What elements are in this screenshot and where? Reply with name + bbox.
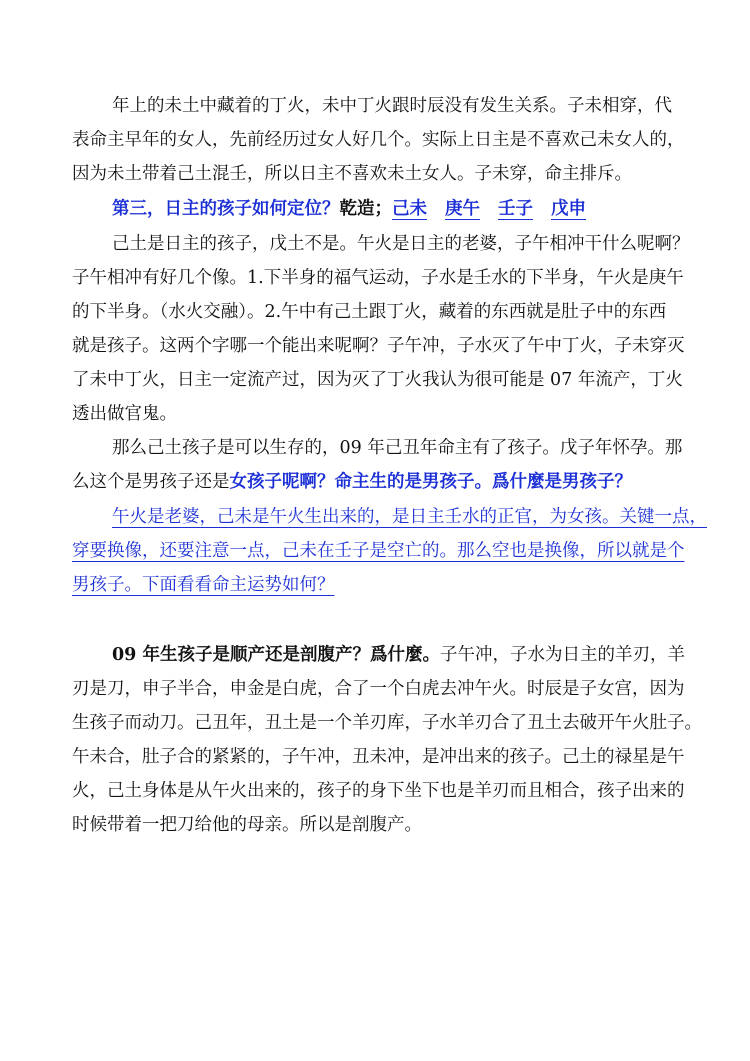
paragraph-4-line-1: 午火是老婆，己未是午火生出来的，是日主壬水的正官，为女孩。关键一点， — [112, 507, 707, 527]
pillar-day: 壬子 — [498, 199, 533, 219]
paragraph-1-line-1: 年上的未土中藏着的丁火，未中丁火跟时辰没有发生关系。子未相穿，代 — [112, 96, 672, 116]
paragraph-3-line-1: 那么己土孩子是可以生存的，09 年己丑年命主有了孩子。戊子年怀孕。那 — [112, 438, 683, 458]
paragraph-2-line-6: 透出做官鬼。 — [72, 404, 177, 424]
paragraph-3-line-2 — [72, 470, 632, 494]
paragraph-3-bold-question: 女孩子呢啊？命主生的是男孩子。爲什麼是男孩子？ — [229, 472, 632, 492]
paragraph-5-line-4: 午未合，肚子合的紧紧的，子午冲，丑未冲，是冲出来的孩子。己土的禄星是午 — [72, 747, 685, 767]
section-heading — [112, 197, 586, 221]
paragraph-5-line-3: 生孩子而动刀。己丑年，丑土是一个羊刃库，子水羊刃合了丑土去破开午火肚子。 — [72, 713, 702, 733]
paragraph-1-line-3: 因为未土带着己土混壬，所以日主不喜欢未土女人。子未穿，命主排斥。 — [72, 164, 632, 184]
bazi-pillars — [392, 199, 586, 219]
paragraph-5-line-1-rest: 子午冲，子水为日主的羊刃，羊 — [439, 645, 685, 665]
heading-title: 第三，日主的孩子如何定位？ — [112, 199, 340, 219]
paragraph-2-line-2: 子午相冲有好几个像。1.下半身的福气运动，子水是壬水的下半身，午火是庚午 — [72, 268, 684, 288]
paragraph-5-line-5: 火，己土身体是从午火出来的，孩子的身下坐下也是羊刃而且相合，孩子出来的 — [72, 781, 685, 801]
pillar-month: 庚午 — [445, 199, 480, 219]
bazi-prefix: 乾造； — [339, 199, 392, 219]
paragraph-5-line-1 — [112, 643, 685, 667]
pillar-year: 己未 — [392, 199, 427, 219]
paragraph-2-line-5: 了未中丁火，日主一定流产过，因为灭了丁火我认为很可能是 07 年流产，丁火 — [72, 370, 683, 390]
paragraph-2-line-3: 的下半身。（水火交融）。2.午中有己土跟丁火，藏着的东西就是肚子中的东西 — [72, 302, 667, 322]
paragraph-3-plain-text: 么这个是男孩子还是 — [72, 472, 230, 492]
paragraph-4-line-2: 穿要换像，还要注意一点，己未在壬子是空亡的。那么空也是换像，所以就是个 — [72, 541, 685, 561]
paragraph-5-bold-lead: 09 年生孩子是顺产还是剖腹产？爲什麼。 — [112, 645, 440, 665]
pillar-hour: 戊申 — [551, 199, 586, 219]
paragraph-2-line-4: 就是孩子。这两个字哪一个能出来呢啊？子午冲，子水灭了午中丁火，子未穿灭 — [72, 336, 685, 356]
paragraph-5-line-2: 刃是刀，申子半合，申金是白虎，合了一个白虎去冲午火。时辰是子女宫，因为 — [72, 679, 685, 699]
paragraph-4-line-3: 男孩子。下面看看命主运势如何？ — [72, 575, 335, 595]
paragraph-5-line-6: 时候带着一把刀给他的母亲。所以是剖腹产。 — [72, 815, 422, 835]
paragraph-1-line-2: 表命主早年的女人，先前经历过女人好几个。实际上日主是不喜欢己未女人的， — [72, 130, 685, 150]
paragraph-2-line-1: 己土是日主的孩子，戊土不是。午火是日主的老婆，子午相冲干什么呢啊？ — [112, 234, 690, 254]
